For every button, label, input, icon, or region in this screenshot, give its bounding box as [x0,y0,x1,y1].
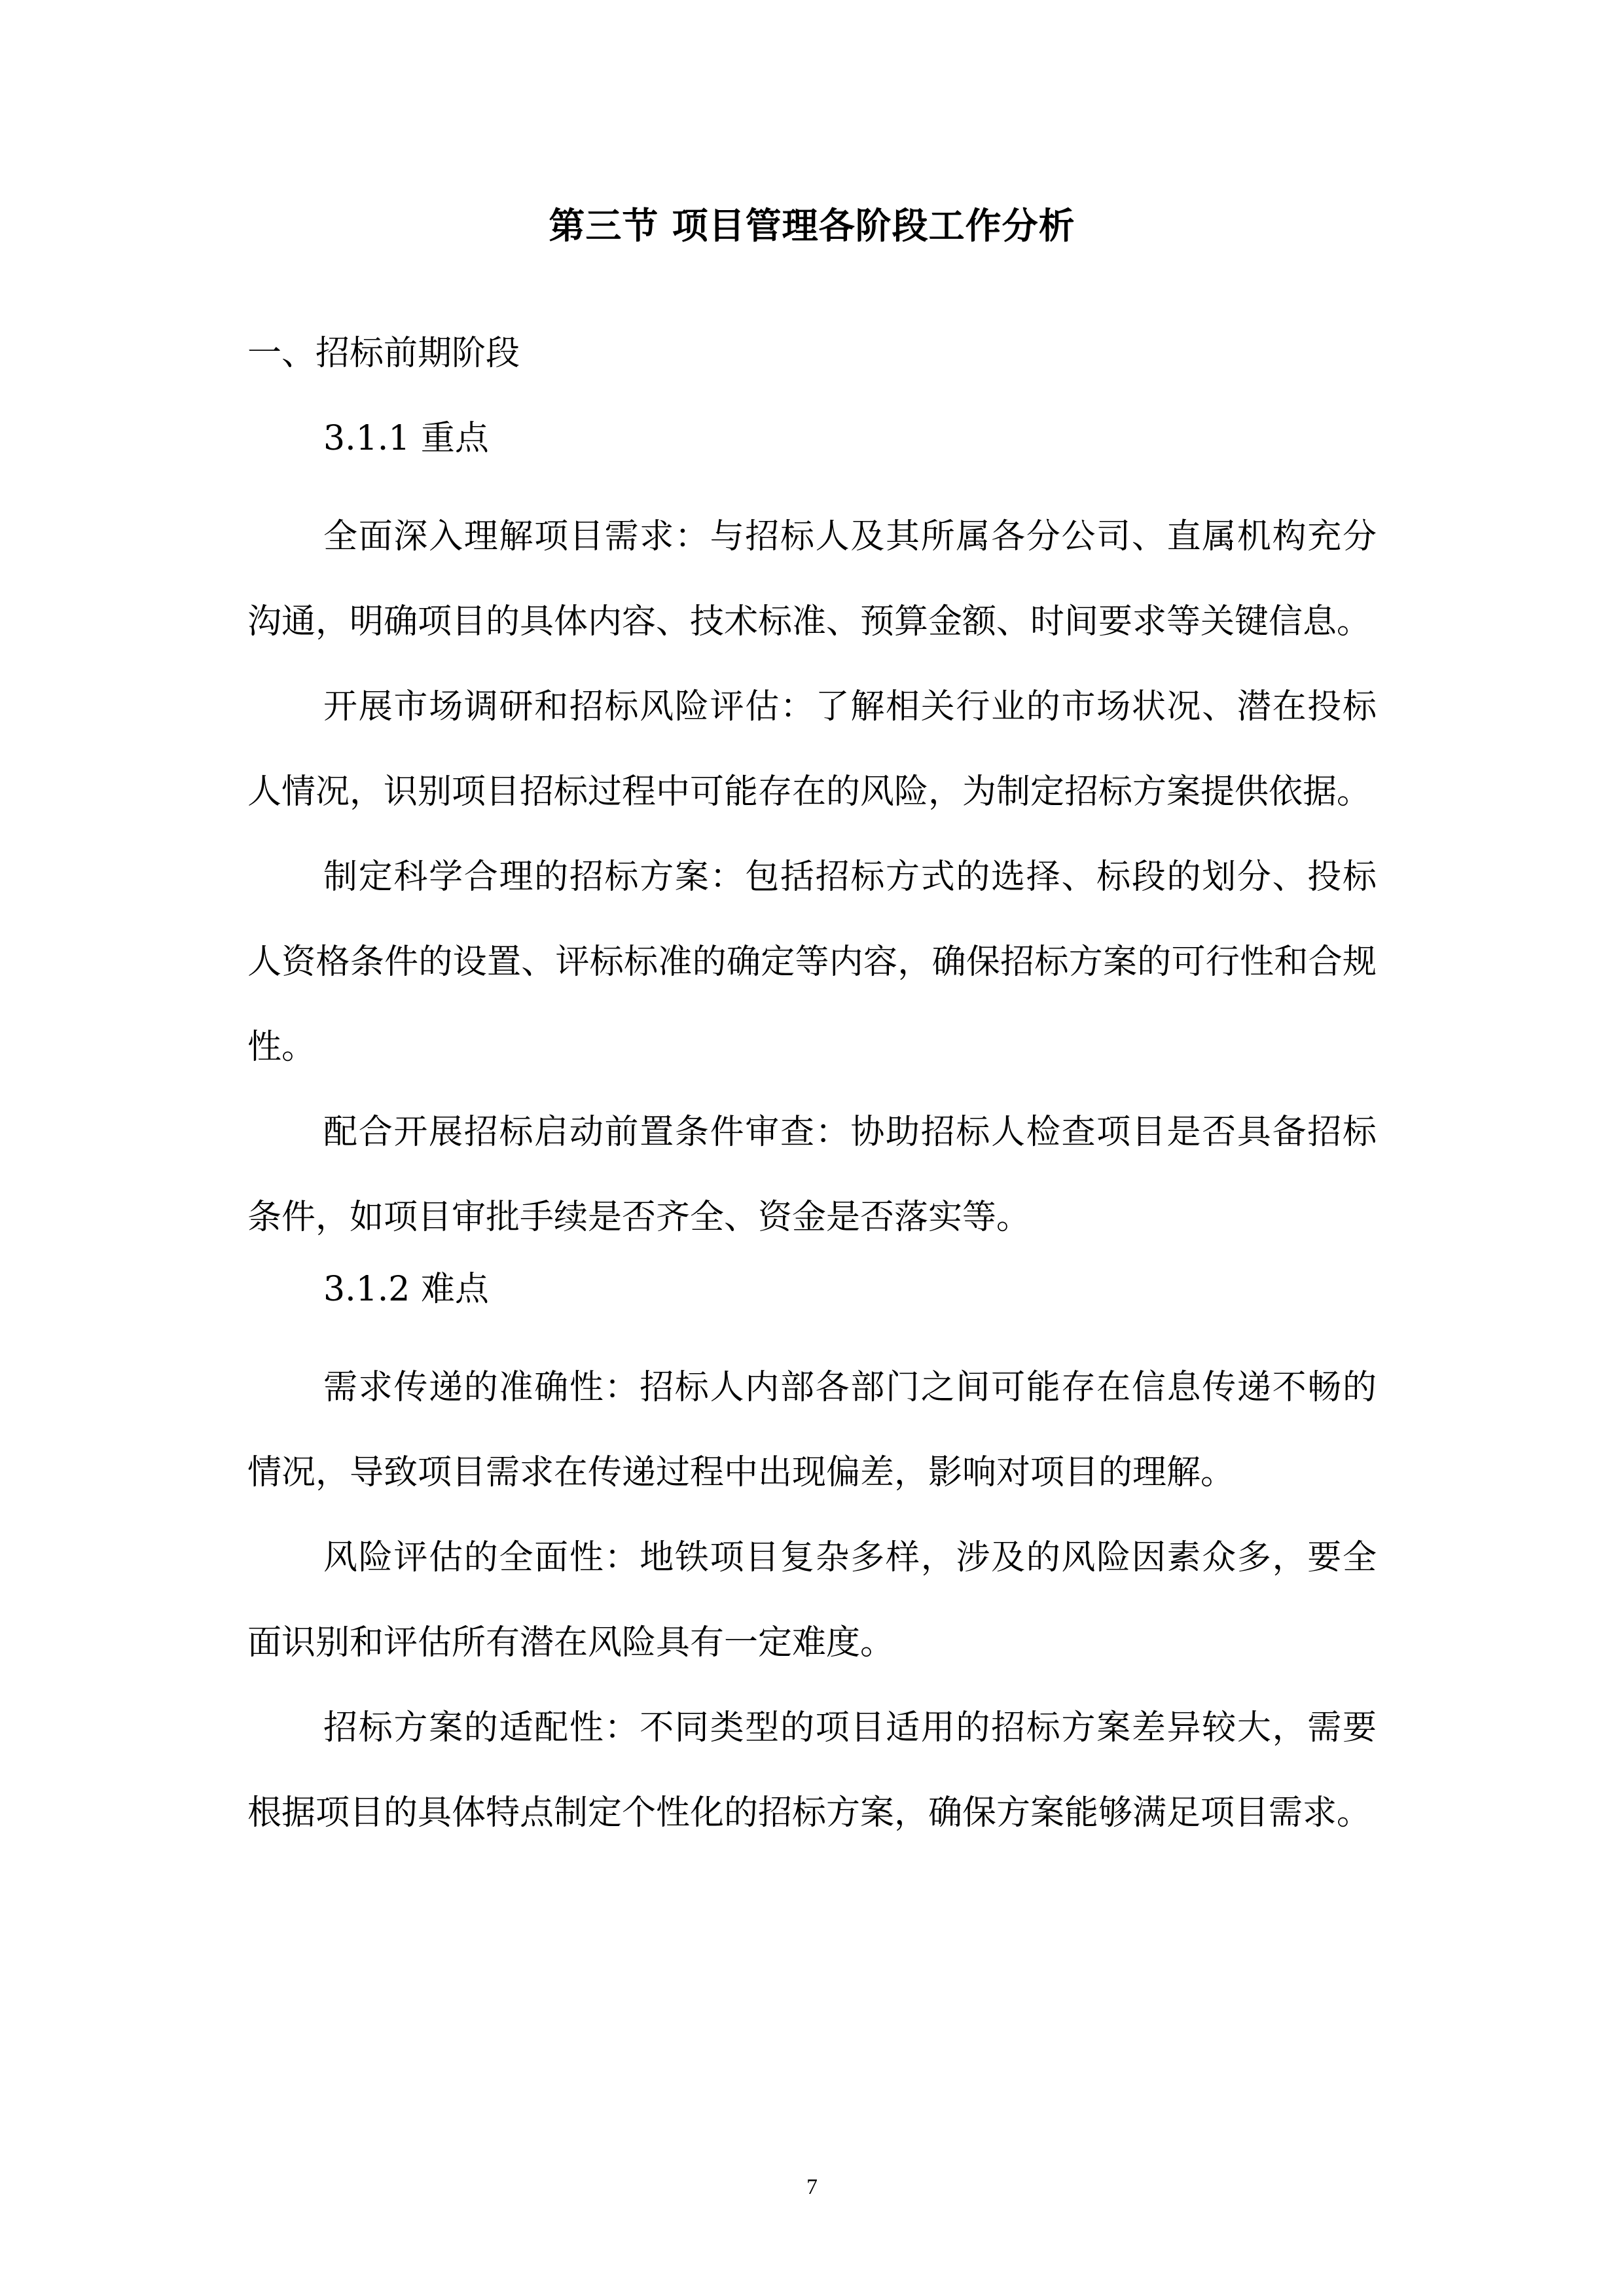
paragraph: 招标方案的适配性：不同类型的项目适用的招标方案差异较大，需要根据项目的具体特点制定个性化的招标方案，确保方案能够满足项目需求。 [247,1708,1377,1833]
page-number: 7 [806,2175,818,2199]
paragraph: 需求传递的准确性：招标人内部各部门之间可能存在信息传递不畅的情况，导致项目需求在传递过程中出现偏差，影响对项目的理解。 [247,1368,1377,1492]
paragraph: 制定科学合理的招标方案：包括招标方式的选择、标段的划分、投标人资格条件的设置、评标标准的确定等内容，确保招标方案的可行性和合规性。 [247,857,1377,1067]
section-heading: 一、招标前期阶段 [247,334,520,373]
page-content [247,190,1377,1856]
paragraph: 全面深入理解项目需求：与招标人及其所属各分公司、直属机构充分沟通，明确项目的具体内容、技术标准、预算金额、时间要求等关键信息。 [247,517,1377,641]
paragraph: 开展市场调研和招标风险评估：了解相关行业的市场状况、潜在投标人情况，识别项目招标过程中可能存在的风险，为制定招标方案提供依据。 [247,687,1377,812]
section-title: 第三节 项目管理各阶段工作分析 [549,205,1075,247]
paragraph: 配合开展招标启动前置条件审查：协助招标人检查项目是否具备招标条件，如项目审批手续是否齐全、资金是否落实等。 [247,1113,1377,1237]
paragraph: 风险评估的全面性：地铁项目复杂多样，涉及的风险因素众多，要全面识别和评估所有潜在风险具有一定难度。 [247,1538,1377,1662]
subsection-heading-difficulties: 3.1.2 难点 [323,1270,489,1309]
subsection-heading-key-points: 3.1.1 重点 [323,419,489,458]
